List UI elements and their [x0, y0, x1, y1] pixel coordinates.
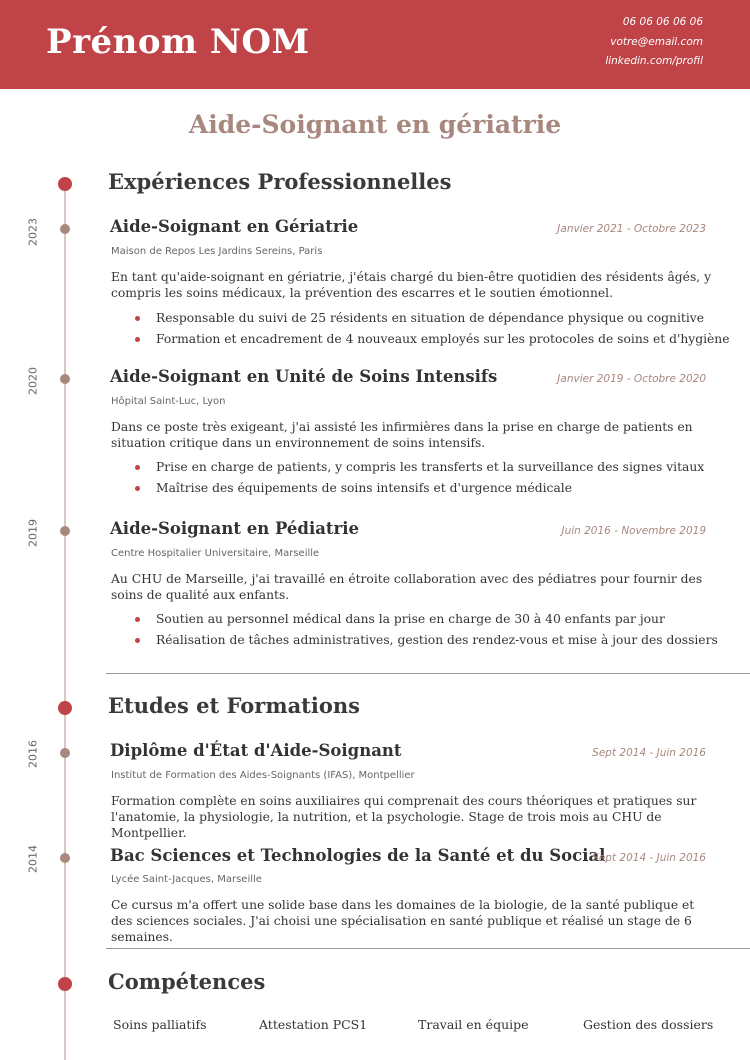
timeline-dot: [60, 374, 70, 384]
timeline-dot: [60, 748, 70, 758]
entry-description: Dans ce poste très exigeant, j'ai assisté les infirmières dans la prise en charge de patients en situation critique dans un environnement de soins intensifs.: [111, 420, 693, 450]
skill-item: Soins palliatifs: [113, 1017, 207, 1032]
entry-bullets: [111, 457, 721, 499]
bullet-item: Maîtrise des équipements de soins intensifs et d'urgence médicale: [111, 478, 721, 499]
header-banner: [0, 0, 750, 89]
entry-title: Aide-Soignant en Unité de Soins Intensifs: [110, 367, 498, 386]
bullet-item: Formation et encadrement de 4 nouveaux employés sur les protocoles de soins et d'hygiène: [111, 329, 721, 350]
section-divider: [106, 948, 750, 949]
contact-email: votre@email.com: [610, 36, 703, 48]
timeline-dot: [60, 224, 70, 234]
section-marker-dot: [58, 701, 72, 715]
entry-dates: Janvier 2021 - Octobre 2023: [557, 223, 706, 235]
section-marker-dot: [58, 977, 72, 991]
entry-organization: Lycée Saint-Jacques, Marseille: [111, 874, 262, 885]
bullet-item: Responsable du suivi de 25 résidents en situation de dépendance physique ou cognitive: [111, 308, 721, 329]
section-marker-dot: [58, 177, 72, 191]
skill-item: Travail en équipe: [418, 1017, 529, 1032]
skills-list: [0, 1017, 750, 1037]
job-title: Aide-Soignant en gériatrie: [188, 110, 562, 139]
entry-description: Formation complète en soins auxiliaires qui comprenait des cours théoriques et pratiques sur l'anatomie, la physiologie, la nutrition, et la psychologie. Stage de trois mois au CHU de Montpellier.: [111, 794, 697, 840]
bullet-item: Soutien au personnel médical dans la prise en charge de 30 à 40 enfants par jour: [111, 609, 721, 630]
entry-description: Au CHU de Marseille, j'ai travaillé en étroite collaboration avec des pédiatres pour fournir des soins de qualité aux enfants.: [111, 572, 703, 602]
skill-item: Gestion des dossiers: [583, 1017, 714, 1032]
timeline-line: [64, 184, 66, 1060]
section-divider: [106, 673, 750, 674]
entry-bullets: [111, 308, 730, 350]
contact-phone: 06 06 06 06 06: [622, 16, 703, 28]
entry-bullets: [111, 609, 721, 651]
entry-organization: Centre Hospitalier Universitaire, Marseille: [111, 548, 320, 559]
entry-organization: Institut de Formation des Aides-Soignants (IFAS), Montpellier: [111, 770, 415, 781]
timeline-dot: [60, 526, 70, 536]
skill-item: Attestation PCS1: [259, 1017, 368, 1032]
candidate-name: Prénom NOM: [46, 22, 310, 62]
entry-dates: Janvier 2019 - Octobre 2020: [557, 373, 706, 385]
entry-dates: Sept 2014 - Juin 2016: [592, 747, 706, 759]
bullet-item: Réalisation de tâches administratives, gestion des rendez-vous et mise à jour des dossiers: [111, 630, 721, 651]
bullet-item: Prise en charge de patients, y compris les transferts et la surveillance des signes vitaux: [111, 457, 721, 478]
section-title-skills: Compétences: [108, 969, 266, 994]
entry-dates: Juin 2016 - Novembre 2019: [561, 525, 706, 537]
contact-linkedin: linkedin.com/profil: [605, 55, 703, 67]
entry-title: Bac Sciences et Technologies de la Santé et du Social: [110, 846, 606, 865]
entry-title: Diplôme d'État d'Aide-Soignant: [110, 741, 402, 760]
entry-title: Aide-Soignant en Pédiatrie: [110, 519, 360, 538]
entry-organization: Maison de Repos Les Jardins Sereins, Paris: [111, 246, 323, 257]
entry-description: Ce cursus m'a offert une solide base dans les domaines de la biologie, de la santé publique et des sciences sociales. J'ai choisi une spécialisation en santé publique et réalisé un stage de 6 semaines.: [111, 898, 695, 944]
timeline-dot: [60, 853, 70, 863]
entry-dates: Sept 2014 - Juin 2016: [592, 852, 706, 864]
section-title-experience: Expériences Professionnelles: [108, 169, 452, 194]
section-title-education: Etudes et Formations: [108, 693, 360, 718]
entry-description: En tant qu'aide-soignant en gériatrie, j'étais chargé du bien-être quotidien des résidents âgés, y compris les soins médicaux, la prévention des escarres et le soutien émotionnel.: [111, 270, 712, 300]
entry-title: Aide-Soignant en Gériatrie: [110, 217, 359, 236]
entry-organization: Hôpital Saint-Luc, Lyon: [111, 396, 226, 407]
